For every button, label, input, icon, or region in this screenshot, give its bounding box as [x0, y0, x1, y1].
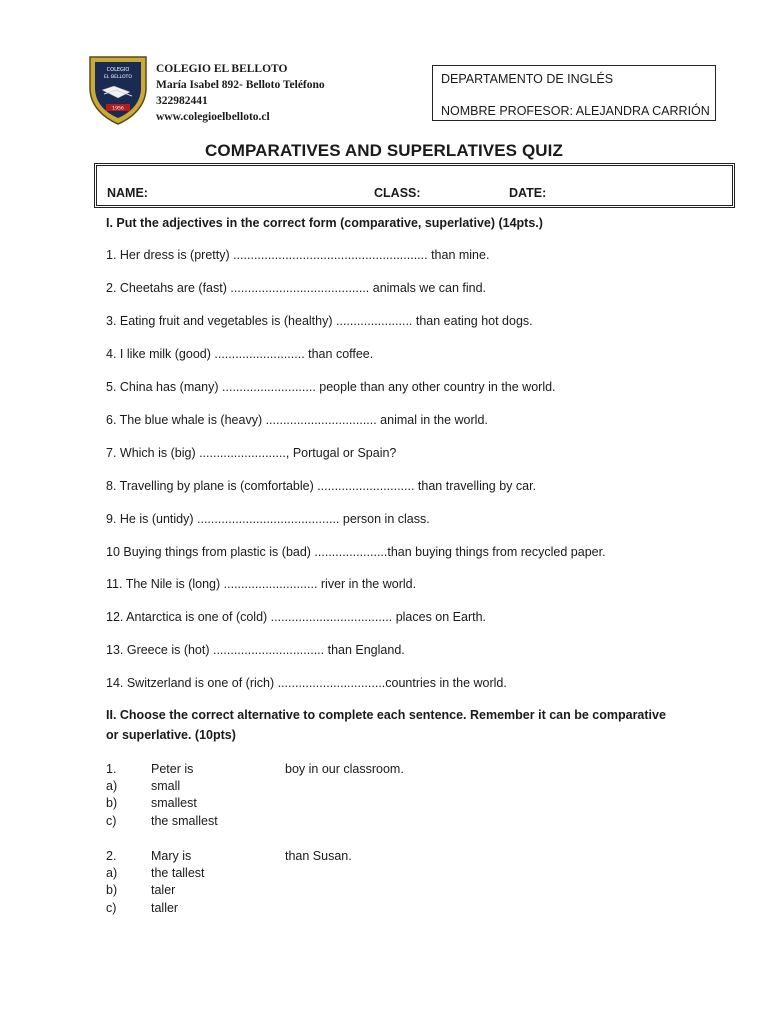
question-item: 12. Antarctica is one of (cold) ................................... places on Earth. [106, 610, 487, 624]
question-item: 11. The Nile is (long) ........................... river in the world. [106, 577, 417, 591]
question-item: 7. Which is (big) ........................., Portugal or Spain? [106, 446, 397, 460]
section2-heading-line1: II. Choose the correct alternative to complete each sentence. Remember it can be comparative [106, 708, 666, 722]
school-info [156, 61, 325, 125]
mc-option-letter: b) [106, 796, 118, 810]
question-item: 2. Cheetahs are (fast) ........................................ animals we can find. [106, 281, 487, 295]
mc-option[interactable]: the smallest [151, 814, 218, 828]
school-website: www.colegioelbelloto.cl [156, 111, 270, 123]
date-field[interactable]: DATE: [509, 186, 547, 200]
question-item: 5. China has (many) ........................... people than any other country in the world. [106, 380, 556, 394]
logo-mid-text: EL BELLOTO [104, 75, 132, 80]
quiz-title: COMPARATIVES AND SUPERLATIVES QUIZ [205, 141, 563, 160]
class-field[interactable]: CLASS: [374, 186, 421, 200]
section2-heading-line2: or superlative. (10pts) [106, 728, 236, 742]
mc-option[interactable]: smallest [151, 796, 197, 810]
section1-heading: I. Put the adjectives in the correct form (comparative, superlative) (14pts.) [106, 216, 543, 230]
question-item: 9. He is (untidy) ......................................... person in class. [106, 512, 430, 526]
mc-option[interactable]: the tallest [151, 866, 205, 880]
mc-question-subject: Mary is [151, 849, 192, 863]
logo-top-text: COLEGIO [106, 67, 130, 73]
school-name: COLEGIO EL BELLOTO [156, 63, 288, 75]
logo-year: 1956 [112, 106, 124, 112]
teacher-label: NOMBRE PROFESOR: ALEJANDRA CARRIÓN [441, 104, 710, 118]
mc-question-rest: boy in our classroom. [285, 762, 404, 776]
question-item: 1. Her dress is (pretty) ........................................................ than mine. [106, 248, 490, 262]
question-item: 4. I like milk (good) .......................... than coffee. [106, 347, 374, 361]
question-item: 6. The blue whale is (heavy) ................................ animal in the world. [106, 413, 488, 427]
mc-option[interactable]: taler [151, 883, 176, 897]
question-item: 14. Switzerland is one of (rich) ...............................countries in the world. [106, 676, 507, 690]
mc-option[interactable]: taller [151, 901, 179, 915]
question-item: 3. Eating fruit and vegetables is (healthy) ...................... than eating hot dogs. [106, 314, 533, 328]
mc-question-subject: Peter is [151, 762, 194, 776]
mc-option-letter: a) [106, 779, 118, 793]
mc-question-number: 2. [106, 849, 117, 863]
name-field[interactable]: NAME: [107, 186, 148, 200]
question-item: 13. Greece is (hot) ................................ than England. [106, 643, 405, 657]
department-box [432, 65, 716, 121]
student-info-box [94, 163, 735, 208]
question-item: 10 Buying things from plastic is (bad) .....................than buying things from recycled paper. [106, 545, 606, 559]
mc-option-letter: b) [106, 883, 118, 897]
mc-option-letter: c) [106, 814, 117, 828]
mc-option-letter: a) [106, 866, 118, 880]
school-logo [86, 54, 150, 126]
question-item: 8. Travelling by plane is (comfortable) ............................ than travelling by car. [106, 479, 537, 493]
mc-option-letter: c) [106, 901, 117, 915]
mc-question-rest: than Susan. [285, 849, 352, 863]
school-address: María Isabel 892- Belloto Teléfono [156, 79, 325, 91]
department-label: DEPARTAMENTO DE INGLÉS [441, 72, 614, 86]
mc-question-number: 1. [106, 762, 117, 776]
mc-option[interactable]: small [151, 779, 181, 793]
school-phone: 322982441 [156, 95, 208, 107]
